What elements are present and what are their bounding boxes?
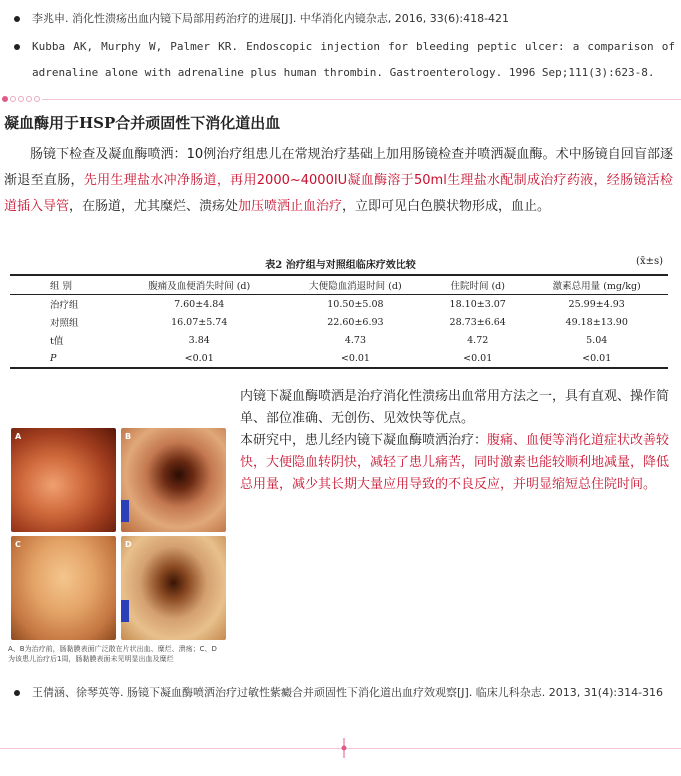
table-unit: (x̄±s)	[636, 256, 663, 267]
para-text: 肠镜下检查及凝血酶喷洒：10例治疗组患儿在常规治疗基础上加用肠镜检查并喷洒凝血酶。术中肠镜自回盲部逐渐退至直肠，	[4, 147, 673, 188]
figure-description	[240, 386, 673, 496]
endoscope-marker-icon	[121, 600, 129, 622]
table-cell: 22.60±6.93	[327, 316, 384, 328]
reference-1	[14, 6, 675, 32]
column-header: 组 别	[50, 281, 73, 292]
endoscopy-image-b	[121, 428, 226, 532]
table-cell: 治疗组	[50, 300, 79, 311]
endoscopy-image-c	[11, 536, 116, 640]
footer-ornament-icon	[334, 738, 354, 758]
table-cell: 4.72	[467, 334, 489, 346]
panel-label: A	[15, 432, 22, 441]
section-divider	[0, 96, 681, 104]
description-paragraph	[240, 430, 673, 496]
table-cell: 7.60±4.84	[174, 298, 225, 310]
table-cell: t值	[50, 336, 64, 347]
table-cell: <0.01	[340, 352, 370, 364]
table-cell: 3.84	[188, 334, 210, 346]
reference-text: 李兆申. 消化性溃疡出血内镜下局部用药治疗的进展[J]. 中华消化内镜杂志, 2016, 33(6):418-421	[32, 12, 510, 25]
bullet-icon	[14, 690, 20, 696]
description-text: 本研究中，患儿经内镜下凝血酶喷洒治疗：	[240, 433, 488, 448]
endoscope-marker-icon	[121, 500, 129, 522]
reference-text: 王倩涵、徐琴英等. 肠镜下凝血酶喷洒治疗过敏性紫癜合并顽固性下消化道出血疗效观察[J]. 临床儿科杂志. 2013, 31(4):314-316	[32, 686, 664, 699]
reference-text: Kubba AK, Murphy W, Palmer KR. Endoscopic injection for bleeding peptic ulcer: a comparison of adrenaline alone with adrenaline plus human thrombin. Gastroenterology. 1996 Sep;111(3):623-8.	[32, 40, 675, 79]
table-row	[10, 295, 668, 314]
table-cell: <0.01	[184, 352, 214, 364]
figure-caption: A、B为治疗前，肠黏膜表面广泛散在片状出血、糜烂、溃疡；C、D为该患儿治疗后1周，肠黏膜表面未见明显出血及糜烂	[8, 645, 217, 663]
table-cell: 49.18±13.90	[565, 316, 628, 328]
endoscopy-figure	[8, 426, 232, 666]
table-row	[10, 349, 668, 368]
table-cell: 25.99±4.93	[568, 298, 625, 310]
description-paragraph: 内镜下凝血酶喷洒是治疗消化性溃疡出血常用方法之一，具有直观、操作简单、部位准确、无创伤、见效快等优点。	[240, 389, 670, 426]
column-header: 大便隐血消退时间 (d)	[309, 281, 402, 292]
dots-decoration-icon	[2, 96, 40, 102]
table-cell: 对照组	[50, 318, 79, 329]
column-header: 腹痛及血便消失时间 (d)	[148, 281, 251, 292]
para-text: ，立即可见白色膜状物形成，血止。	[342, 199, 551, 214]
panel-label: C	[15, 540, 21, 549]
column-header: 激素总用量 (mg/kg)	[552, 281, 641, 292]
table-cell: 16.07±5.74	[171, 316, 228, 328]
table-header-row	[10, 275, 668, 295]
table-cell: <0.01	[463, 352, 493, 364]
column-header: 住院时间 (d)	[450, 281, 505, 292]
endoscopy-image-d	[121, 536, 226, 640]
table-cell: 4.73	[344, 334, 366, 346]
panel-label: B	[125, 432, 132, 441]
endoscopy-image-a	[11, 428, 116, 532]
reference-3	[14, 680, 675, 732]
section-paragraph	[4, 142, 673, 220]
table-cell: 5.04	[586, 334, 608, 346]
panel-label: D	[125, 540, 132, 549]
bullet-icon	[14, 44, 20, 50]
results-table	[10, 274, 668, 369]
section-title: 凝血酶用于HSP合并顽固性下消化道出血	[4, 114, 281, 132]
table-cell: 18.10±3.07	[449, 298, 506, 310]
table-cell: 10.50±5.08	[327, 298, 384, 310]
para-highlight: 先用生理盐水冲净肠道，再用2000~4000IU凝血酶溶于50ml生理盐水配制成治疗药液，经肠镜活检道插入导管	[4, 173, 673, 214]
table-cell: P	[50, 352, 57, 364]
table-caption: 表2 治疗组与对照组临床疗效比较	[265, 260, 416, 271]
table-cell: <0.01	[582, 352, 612, 364]
description-highlight: 腹痛、血便等消化道症状改善较快，大便隐血转阴快，减轻了患儿痛苦，同时激素也能较顺利地减量，降低总用量，减少其长期大量应用导致的不良反应，并明显缩短总住院时间。	[240, 433, 670, 492]
table-row	[10, 331, 668, 349]
reference-2	[14, 34, 675, 86]
table-row	[10, 313, 668, 331]
bullet-icon	[14, 16, 20, 22]
para-text: ，在肠道，尤其糜烂、溃疡处	[69, 199, 239, 214]
para-highlight: 加压喷洒止血治疗	[238, 199, 343, 214]
table-cell: 28.73±6.64	[449, 316, 506, 328]
